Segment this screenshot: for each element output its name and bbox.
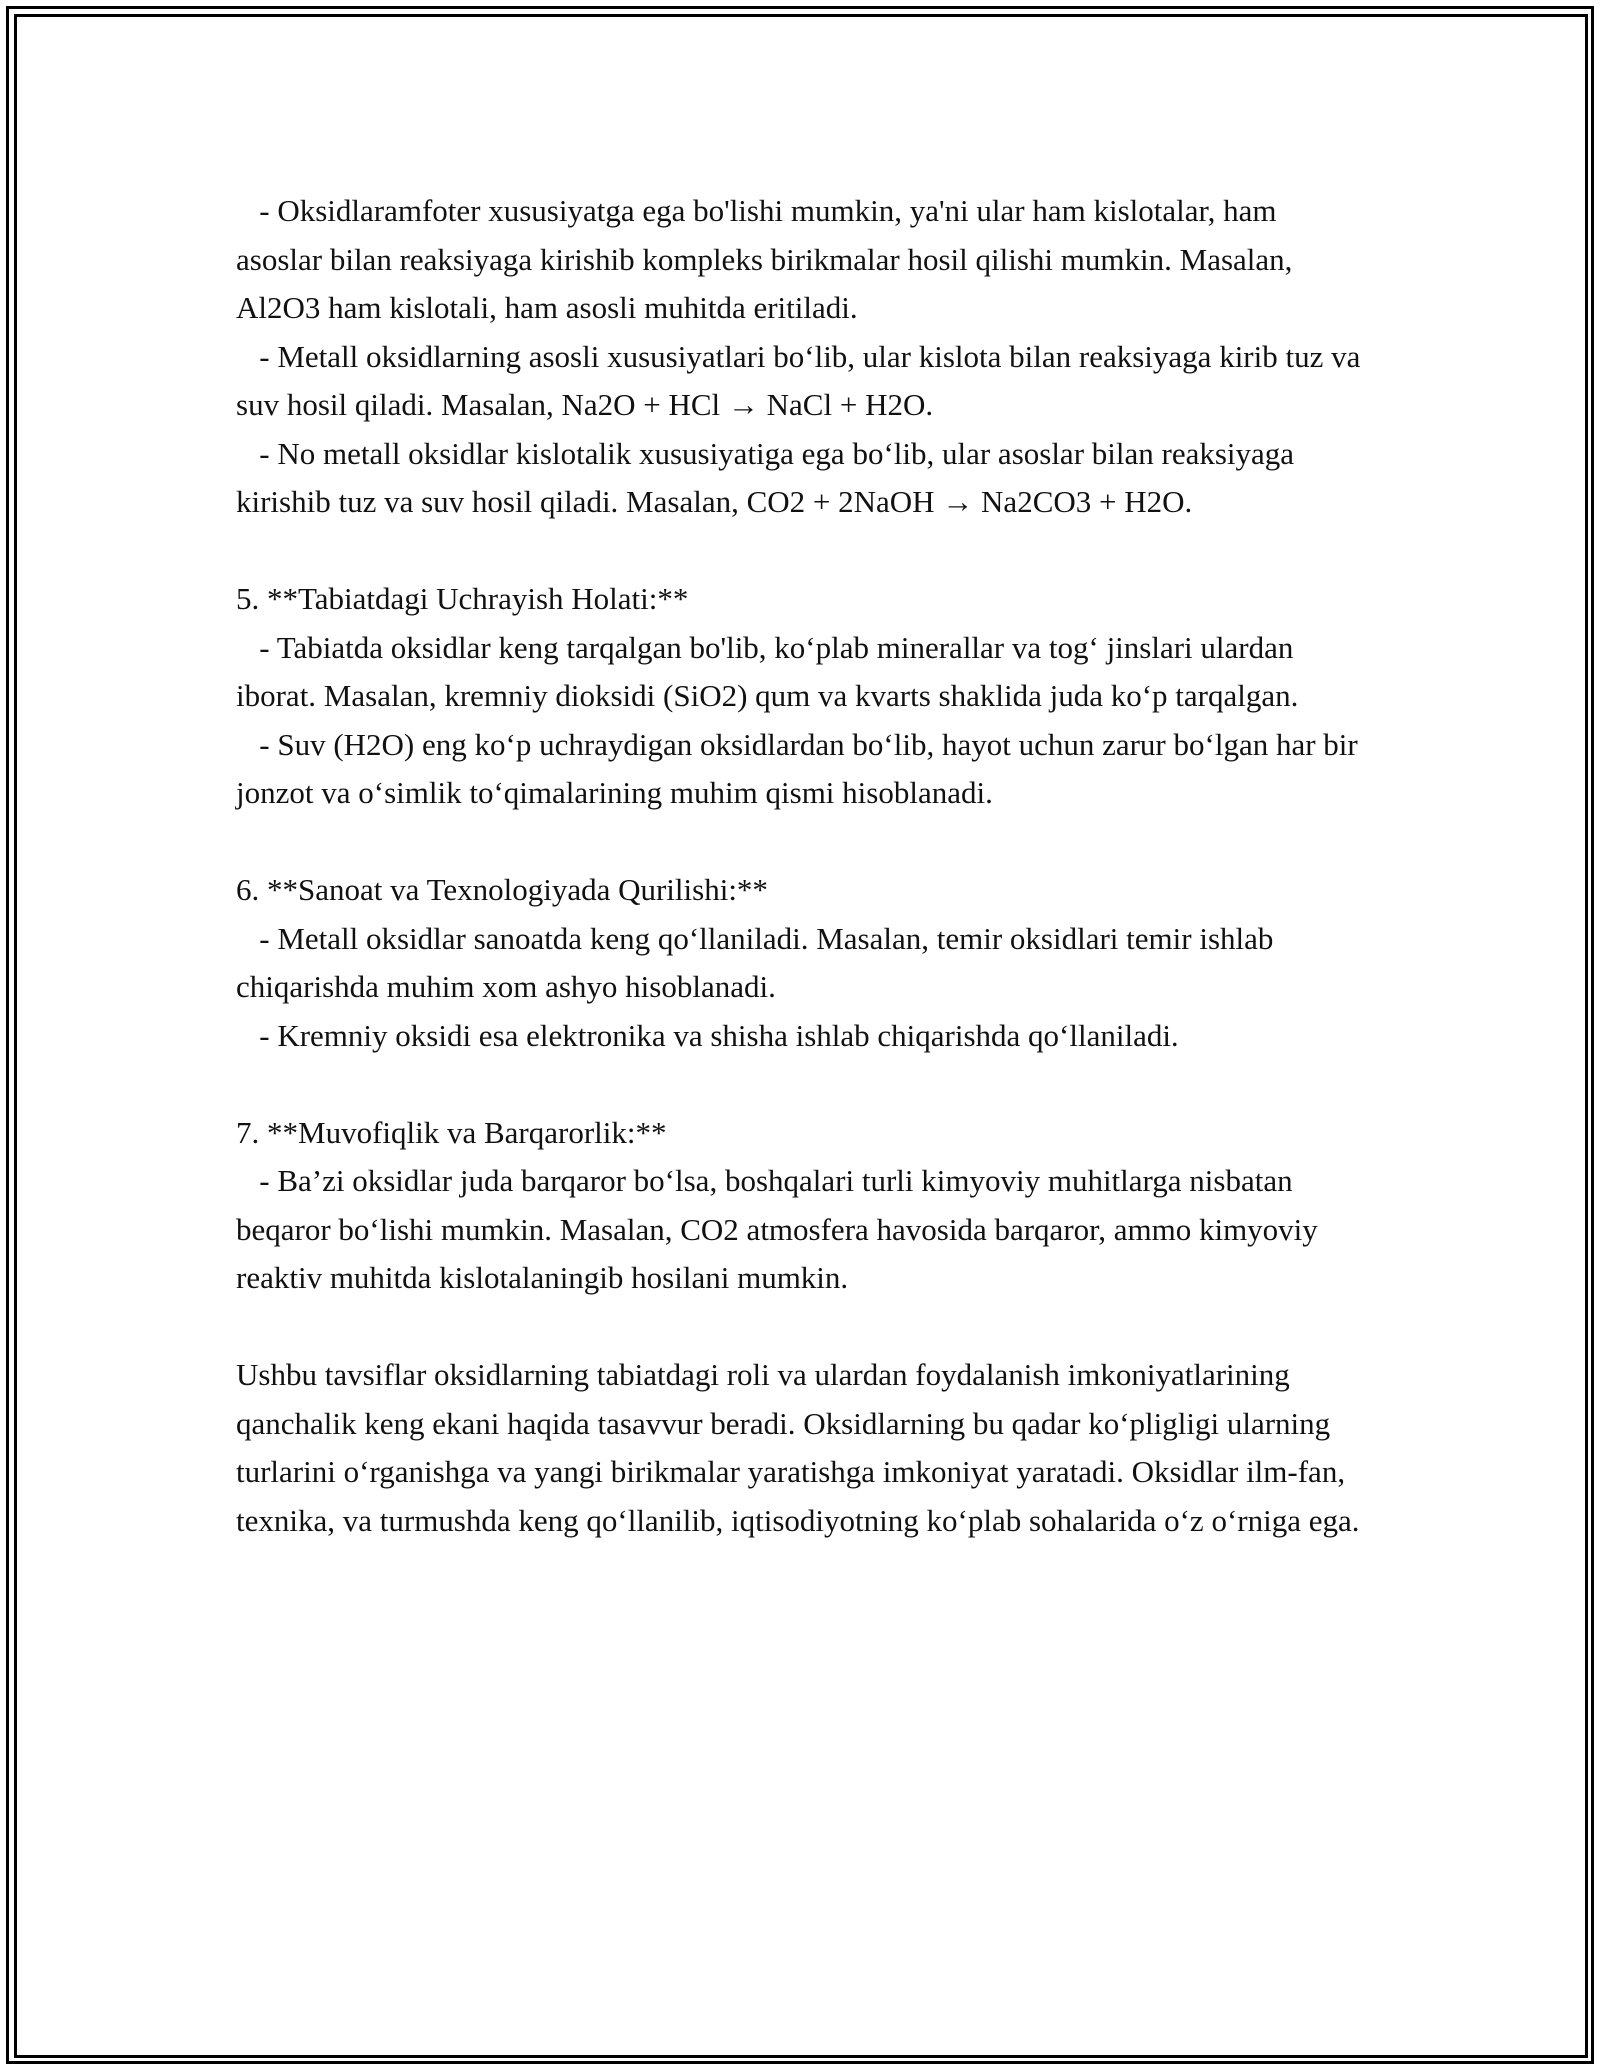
- paragraph-gap: [236, 527, 1366, 576]
- section-6-item-1: - Metall oksidlar sanoatda keng qo‘llaniladi. Masalan, temir oksidlari temir ishlab chiqarishda muhim xom ashyo hisoblanadi.: [236, 920, 1282, 1004]
- conclusion-paragraph: Ushbu tavsiflar oksidlarning tabiatdagi roli va ulardan foydalanish imkoniyatlarining qanchalik keng ekani haqida tasavvur beradi. Oksidlarning bu qadar ko‘pligligi ularning turlarini o‘rganishga va yangi birikmalar yaratishga imkoniyat yaratadi. Oksidlar ilm-fan, texnika, va turmushda keng qo‘llanilib, iqtisodiyotning ko‘plab sohalarida o‘z o‘rniga ega.: [236, 1357, 1360, 1538]
- section-6-item-2: - Kremniy oksidi esa elektronika va shisha ishlab chiqarishda qo‘llaniladi.: [236, 1017, 1179, 1053]
- paragraph-gap: [236, 1060, 1366, 1109]
- paragraph-gap: [236, 1303, 1366, 1352]
- section-5-heading: 5. **Tabiatdagi Uchrayish Holati:**: [236, 581, 689, 616]
- section-7-item-1: - Ba’zi oksidlar juda barqaror bo‘lsa, boshqalari turli kimyoviy muhitlarga nisbatan beqaror bo‘lishi mumkin. Masalan, CO2 atmosfera havosida barqaror, ammo kimyoviy reaktiv muhitda kislotalaningib hosilani mumkin.: [236, 1163, 1326, 1295]
- section-6-heading: 6. **Sanoat va Texnologiyada Qurilishi:**: [236, 872, 768, 907]
- paragraph-gap: [236, 818, 1366, 867]
- oxide-property-amphoteric: - Oksidlaramfoter xususiyatga ega bo'lishi mumkin, ya'ni ular ham kislotalar, ham asoslar bilan reaksiyaga kirishib kompleks birikmalar hosil qilishi mumkin. Masalan, Al2O3 ham kislotali, ham asosli muhitda eritiladi.: [236, 193, 1299, 325]
- section-5-item-1: - Tabiatda oksidlar keng tarqalgan bo'lib, ko‘plab minerallar va tog‘ jinslari ulardan iborat. Masalan, kremniy dioksidi (SiO2) qum va kvarts shaklida juda ko‘p tarqalgan.: [236, 629, 1302, 713]
- oxide-property-metal: - Metall oksidlarning asosli xususiyatlari bo‘lib, ular kislota bilan reaksiyaga kirib tuz va suv hosil qiladi. Masalan, Na2O + HCl → NaCl + H2O.: [236, 338, 1369, 422]
- section-5-item-2: - Suv (H2O) eng ko‘p uchraydigan oksidlardan bo‘lib, hayot uchun zarur bo‘lgan har bir jonzot va o‘simlik to‘qimalarining muhim qismi hisoblanadi.: [236, 726, 1366, 810]
- section-7-heading: 7. **Muvofiqlik va Barqarorlik:**: [236, 1114, 667, 1150]
- document-body: [236, 187, 1369, 1545]
- oxide-property-nonmetal: - No metall oksidlar kislotalik xususiyatiga ega bo‘lib, ular asoslar bilan reaksiyaga kirishib tuz va suv hosil qiladi. Masalan, CO2 + 2NaOH → Na2CO3 + H2O.: [236, 435, 1302, 519]
